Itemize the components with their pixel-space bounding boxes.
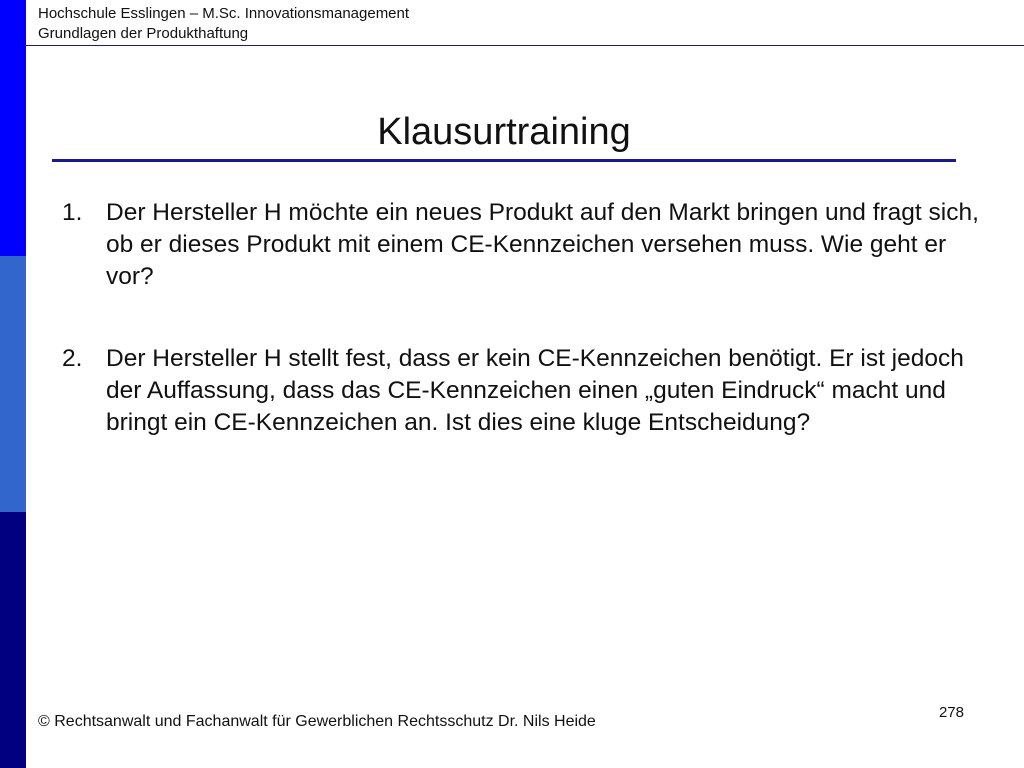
header-course: Grundlagen der Produkthaftung [38, 25, 249, 42]
slide-title: Klausurtraining [377, 111, 631, 153]
question-text: Der Hersteller H möchte ein neues Produkt auf den Markt bringen und fragt sich, ob er dieses Produkt mit einem CE-Kennzeichen versehen muss. Wie geht er vor? [106, 199, 979, 290]
sidebar-segment-middle [0, 256, 26, 512]
question-item [62, 197, 992, 293]
question-number: 1. [62, 199, 83, 226]
title-underline [52, 159, 956, 162]
page-number: 278 [938, 704, 964, 721]
question-number: 2. [62, 345, 83, 372]
slide-header [38, 4, 409, 44]
footer-copyright: © Rechtsanwalt und Fachanwalt für Gewerblichen Rechtsschutz Dr. Nils Heide [38, 713, 596, 730]
question-item [62, 343, 992, 439]
question-list [62, 197, 992, 489]
sidebar-decoration [0, 0, 26, 768]
question-text: Der Hersteller H stellt fest, dass er kein CE-Kennzeichen benötigt. Er ist jedoch der Auffassung, dass das CE-Kennzeichen einen „guten Eindruck“ macht und bringt ein CE-Kennzeichen an. Ist dies eine kluge Entscheidung? [106, 345, 964, 436]
sidebar-segment-bottom [0, 512, 26, 768]
sidebar-segment-top [0, 0, 26, 256]
header-divider [26, 45, 1024, 46]
header-institution: Hochschule Esslingen – M.Sc. Innovationsmanagement [38, 5, 410, 22]
